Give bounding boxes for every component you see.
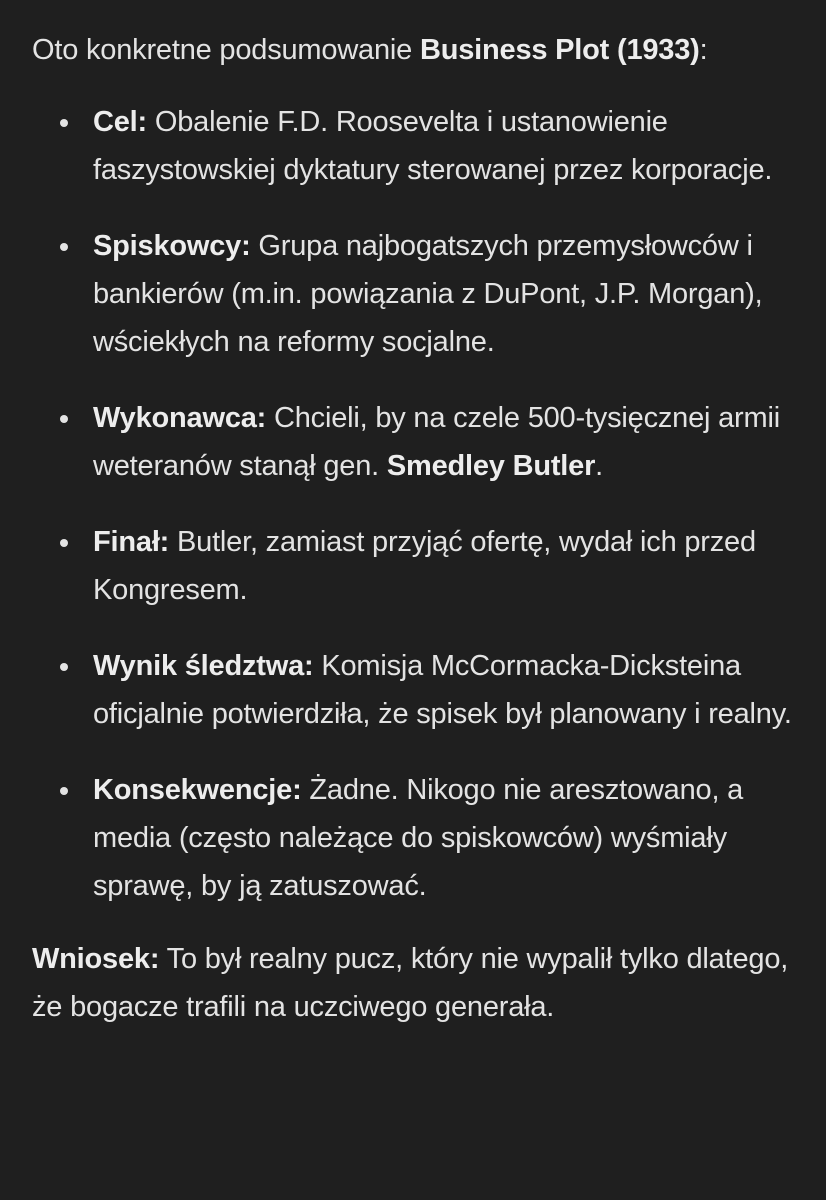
item-label: Wykonawca: [93,402,267,434]
item-text: Komisja McCormacka-Dicksteina oficjalnie potwierdziła, że spisek był planowany i realny. [93,650,792,730]
list-item-conspirators [32,222,797,366]
bullet-icon [60,243,68,251]
item-bold-name: Smedley Butler [386,450,596,482]
list-item-finale [32,518,797,614]
intro-prefix: Oto konkretne podsumowanie [32,34,420,66]
intro-suffix: : [699,34,708,66]
conclusion-text: To był realny pucz, który nie wypalił tylko dlatego, że bogacze trafili na uczciwego generała. [32,943,789,1023]
intro-paragraph [32,26,822,74]
item-label: Spiskowcy: [93,230,251,262]
conclusion-paragraph [32,935,792,1031]
item-text-after: . [595,450,604,482]
item-text: Chcieli, by na czele 500-tysięcznej armii weteranów stanął gen. [93,402,780,482]
item-text: Grupa najbogatszych przemysłowców i bankierów (m.in. powiązania z DuPont, J.P. Morgan), wściekłych na reformy socjalne. [93,230,763,358]
list-item-goal [32,98,797,194]
item-text: Żadne. Nikogo nie aresztowano, a media (często należące do spiskowców) wyśmiały sprawę, by ją zatuszować. [93,774,744,902]
item-label: Finał: [93,526,170,558]
chat-response [32,26,822,1031]
item-text: Obalenie F.D. Roosevelta i ustanowienie faszystowskiej dyktatury sterowanej przez korporacje. [93,106,773,186]
item-label: Cel: [93,106,147,138]
intro-topic: Business Plot (1933) [419,34,700,66]
item-label: Wynik śledztwa: [93,650,314,682]
conclusion-label: Wniosek: [32,943,160,975]
list-item-executor [32,394,797,490]
item-label: Konsekwencje: [93,774,302,806]
summary-list [32,98,822,910]
list-item-investigation [32,642,797,738]
bullet-icon [60,787,68,795]
item-text: Butler, zamiast przyjąć ofertę, wydał ich przed Kongresem. [93,526,756,606]
bullet-icon [60,539,68,547]
list-item-consequences [32,766,797,910]
bullet-icon [60,663,68,671]
bullet-icon [60,415,68,423]
bullet-icon [60,119,68,127]
